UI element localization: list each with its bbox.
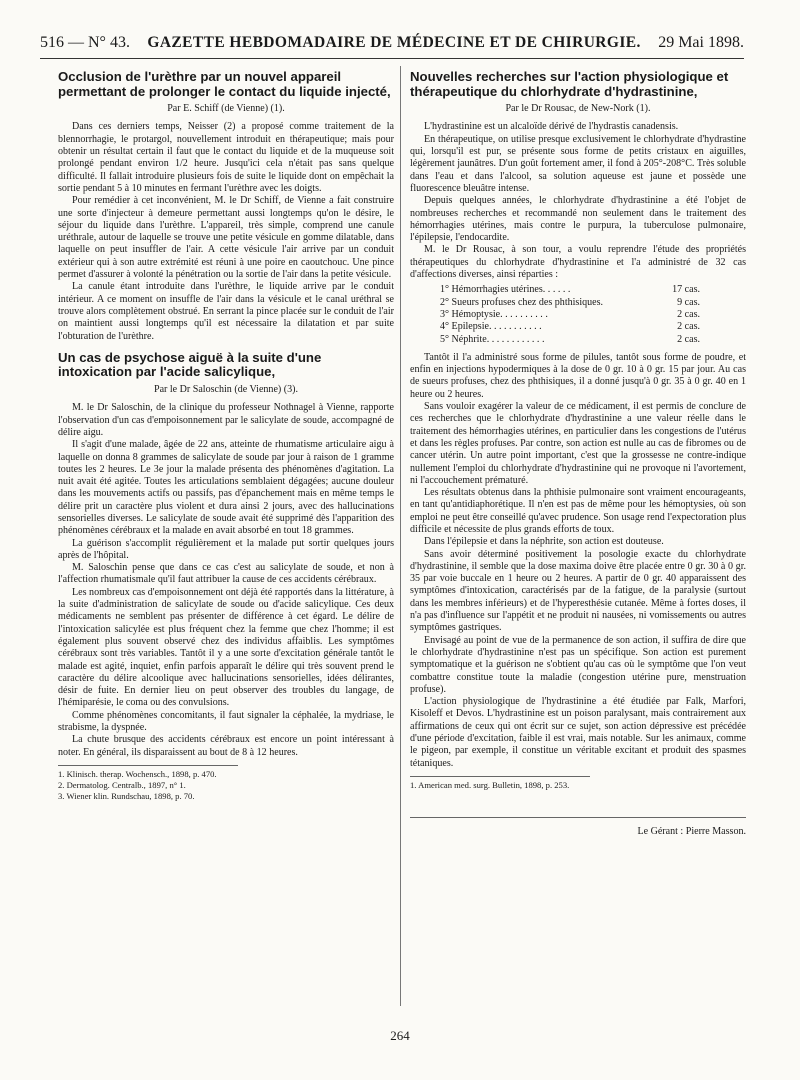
- footnote: 2. Dermatolog. Centralb., 1897, n° 1.: [58, 779, 186, 790]
- byline-saloschin: Par le Dr Saloschin (de Vienne) (3).: [153, 384, 298, 396]
- case-row: [440, 309, 700, 321]
- case-label: 4° Epilepsie. . . . . . . . . . .: [440, 321, 542, 333]
- paragraph: Depuis quelques années, le chlorhydrate d'hydrastinine a été l'objet de nombreuses recherches et recommandé non seulement dans le traitement des hémorrhagies utérines, mais contre le purpura, la tuberculose pulmonaire, l'épilepsie, l'endocardite.: [410, 195, 746, 244]
- paragraph: Les résultats obtenus dans la phthisie pulmonaire sont vraiment encourageants, en tant qu'antidiaphorétique. Il n'en est pas de même pour les hémoptysies, où son emploi ne peut être conseillé qu'avec prudence. Son usage rend l'expectoration plus difficile et nécessite de plus grands efforts de toux.: [410, 487, 746, 535]
- paragraph: Envisagé au point de vue de la permanence de son action, il suffira de dire que le chlorhydrate d'hydrastinine n'est pas un spécifique. Son action est purement symptomatique et la guérison ne s'obtient qu'au cas où le symptôme que l'on veut combattre constitue toute la maladie (congestion utérine pure, menstruation profuse).: [410, 634, 746, 695]
- footnote-right: 1. American med. surg. Bulletin, 1898, p. 253.: [410, 776, 590, 791]
- journal-title: GAZETTE HEBDOMADAIRE DE MÉDECINE ET DE CHIRURGIE.: [147, 34, 641, 51]
- page-number: 264: [390, 1028, 410, 1043]
- issue-date: 29 Mai 1898.: [658, 34, 744, 51]
- byline-schiff: Par E. Schiff (de Vienne) (1).: [167, 103, 285, 115]
- footnotes-left: [58, 765, 238, 801]
- right-column: [410, 70, 746, 838]
- case-label: 1° Hémorrhagies utérines. . . . . .: [440, 284, 571, 296]
- footnote: 1. Klinisch. therap. Wochensch., 1898, p. 470.: [58, 768, 217, 779]
- paragraph: Comme phénomènes concomitants, il faut signaler la céphalée, la mydriase, le strabisme, la dyspnée.: [58, 709, 394, 734]
- case-label: 2° Sueurs profuses chez des phthisiques.: [440, 296, 604, 308]
- paragraph: Sans avoir déterminé positivement la posologie exacte du chlorhydrate d'hydrastinine, il semble que la dose maxima doive être placée entre 0 gr. 30 à 0 gr. 35 par voie buccale en 1 heure ou 2 heures. A partir de 0 gr. 40 apparaissent des symptômes d'intoxication, caractérisés par de la fatigue, de la paralysie (surtout dans les membres inférieurs) et de l'hyperesthésie cutanée. Même à fortes doses, il n'a pas d'influence sur l'appétit et ne produit ni nausées, ni vomissements ou autres symptômes gastriques.: [410, 548, 746, 634]
- paragraph: M. le Dr Rousac, à son tour, a voulu reprendre l'étude des propriétés thérapeutiques du chlorhydrate d'hydrastinine et l'a administré de 32 cas d'affections diverses, ainsi réparties :: [410, 244, 746, 281]
- case-row: [440, 297, 700, 309]
- paragraph: Tantôt il l'a administré sous forme de pilules, tantôt sous forme de poudre, et enfin en injections hypodermiques à la dose de 0 gr. 10 à 0 gr. 15 par jour. Au cas de sueurs profuses, chez des phthisiques, il a donné jusqu'à 0 gr. 35 à 0 gr. 40 en 1 heure ou 2 heures.: [410, 351, 746, 400]
- case-count: 2 cas.: [677, 321, 700, 333]
- column-divider: [400, 66, 401, 1006]
- page-issue-number: 516 — N° 43.: [40, 34, 130, 51]
- case-count: 2 cas.: [677, 333, 700, 345]
- article-title-hydrastinine: Nouvelles recherches sur l'action physiologique et thérapeutique du chlorhydrate d'hydrastinine,: [410, 69, 729, 99]
- paragraph: M. Saloschin pense que dans ce cas c'est au salicylate de soude, et non à l'affection rhumatismale qu'il faut attribuer la cause de ces accidents cérébraux.: [58, 562, 394, 586]
- case-row: [440, 334, 700, 346]
- article-title-occlusion: Occlusion de l'urèthre par un nouvel appareil permettant de prolonger le contact du liquide injecté,: [58, 69, 391, 99]
- cases-table: [440, 284, 700, 345]
- left-column: [58, 70, 394, 801]
- paragraph: En thérapeutique, on utilise presque exclusivement le chlorhydrate d'hydrastine qui, lorsqu'il est pur, se présente sous forme de petits cristaux en aiguilles, légèrement jaunâtres. D'un goût fortement amer, il fond à 205°-208°C. Très soluble dans l'eau et dans l'alcool, sa solution aqueuse est jaune et possède une fluorescence bleuâtre intense.: [410, 133, 746, 194]
- byline-rousac: Par le Dr Rousac, de New-Nork (1).: [505, 103, 651, 115]
- case-count: 2 cas.: [677, 308, 700, 320]
- paragraph: La canule étant introduite dans l'urèthre, le liquide arrive par le conduit intérieur. A ce moment on insuffle de l'air dans la vésicule et le canal uréthral se trouve alors complètement obstrué. En serrant la pince placée sur le conduit de l'air on maintient aussi longtemps qu'il est nécessaire la dilatation et par suite l'obturation de l'urèthre.: [58, 281, 394, 342]
- running-header: [40, 34, 744, 59]
- paragraph: Les nombreux cas d'empoisonnement ont déjà été rapportés dans la littérature, à la suite d'administration de salicylate de soude ou d'acide salicylique. Ces deux médicaments ne semblent pas présenter de différence à cet égard. Le délire de l'intoxication salicylée est plus fréquent chez la femme que chez l'homme; il est également plus souvent observé chez des individus affaiblis. Les symptômes cérébraux sont très variables. Tantôt il y a une sorte d'excitation générale tantôt le malade est agité, inquiet, enfin parfois apparaît le délire qui très souvent prend le caractère du délire alcoolique avec hallucinations sensorielles, idées délirantes, désir de fuite. En dernier lieu on peut observer des troubles du langage, de l'hémiparésie, le coma ou des convulsions.: [58, 586, 394, 709]
- case-label: 5° Néphrite. . . . . . . . . . . .: [440, 333, 545, 345]
- paragraph: L'action physiologique de l'hydrastinine a été étudiée par Falk, Marfori, Kisoleff et Devos. L'hydrastinine est un poison paralysant, mais contrairement aux affirmations de ceux qui ont écrit sur ce sujet, son action dépressive est précédée d'une période d'excitation, faible il est vrai, mais notable. Sur les animaux, comme le pigeon, par exemple, il constitue un véritable excitant et produit des spasmes tétaniques.: [410, 696, 746, 769]
- case-label: 3° Hémoptysie. . . . . . . . . .: [440, 308, 548, 320]
- paragraph: M. le Dr Saloschin, de la clinique du professeur Nothnagel à Vienne, rapporte l'observation d'un cas d'empoisonnement par le salicylate de soude, accompagné de délire aigu.: [58, 402, 394, 438]
- paragraph: La chute brusque des accidents cérébraux est encore un point intéressant à noter. En général, ils disparaissent au bout de 8 à 12 heures.: [58, 734, 394, 758]
- gerant-signature: Le Gérant : Pierre Masson.: [410, 817, 746, 838]
- paragraph: Dans l'épilepsie et dans la néphrite, son action est douteuse.: [424, 536, 664, 548]
- paragraph: L'hydrastinine est un alcaloïde dérivé de l'hydrastis canadensis.: [424, 121, 679, 133]
- paragraph: La guérison s'accomplit régulièrement et la malade put sortir quelques jours après de l'hôpital.: [58, 537, 394, 561]
- case-row: [440, 321, 700, 333]
- footnote: 3. Wiener klin. Rundschau, 1898, p. 70.: [58, 790, 195, 801]
- case-count: 17 cas.: [672, 284, 700, 296]
- paragraph: Il s'agit d'une malade, âgée de 22 ans, atteinte de rhumatisme articulaire aigu à laquelle on donna 8 grammes de salicylate de soude par jour à raison de 1 gramme toutes les 2 heures. Le 3e jour la malade présenta des phénomènes d'agitation. La nuit avait été agitée. Toutes les articulations semblaient dégagées; aucune douleur dans les mouvements actifs ou passifs, pas d'épanchement mais en même temps le délire prit un caractère plus violent et dura ainsi 2 jours, avec des hallucinations sensorielles diverses. Le salicylate de soude avait été supprimé dès l'apparition des phénomènes cérébraux et la malade en avait absorbé en tout 18 grammes.: [58, 439, 394, 537]
- paragraph: Dans ces derniers temps, Neisser (2) a proposé comme traitement de la blennorrhagie, le protargol, nouvellement introduit en thérapeutique; mais pour obtenir un résultat certain il faut que le contact du liquide et de la muqueuse soit prolongé pendant environ 1/2 heure. Jusqu'ici cela n'était pas sans quelque difficulté. Il fallait introduire plusieurs fois de suite le liquide dont on empêchait la sortie pendant 5 à 10 minutes en fermant l'urèthre avec les doigts.: [58, 121, 394, 194]
- case-row: [440, 284, 700, 296]
- paragraph: Sans vouloir exagérer la valeur de ce médicament, il est permis de conclure de ces recherches que le chlorhydrate d'hydrastinine a une valeur réelle dans le traitement des hémorrhagies utérines, en particulier dans les congestions de l'utérus et dans les règles profuses. Par contre, son action est nulle au cas de fibromes ou de cancer utérin. Un autre point important, c'est que la grossesse ne contre-indique nullement l'emploi du chlorhydrate d'hydrastinine qui ne provoque ni l'avortement, ni l'accouchement prématuré.: [410, 401, 746, 486]
- article-title-psychose: Un cas de psychose aiguë à la suite d'une intoxication par l'acide salicylique,: [58, 349, 322, 380]
- case-count: 9 cas.: [677, 296, 700, 308]
- paragraph: Pour remédier à cet inconvénient, M. le Dr Schiff, de Vienne a fait construire une sorte d'injecteur à demeure permettant aussi longtemps qu'on le désire, le séjour du liquide dans l'urèthre. L'appareil, très simple, comprend une canule uréthrale, autour de laquelle se trouve une petite vésicule en gomme dilatable, dans laquelle on peut insuffler de l'air. A cette vésicule l'air arrive par un conduit extérieur qui à son autre extrémité est réuni à une poire en caoutchouc. Une pince permet d'assurer à volonté la pénétration ou la sortie de l'air dans la petite vésicule.: [58, 195, 394, 281]
